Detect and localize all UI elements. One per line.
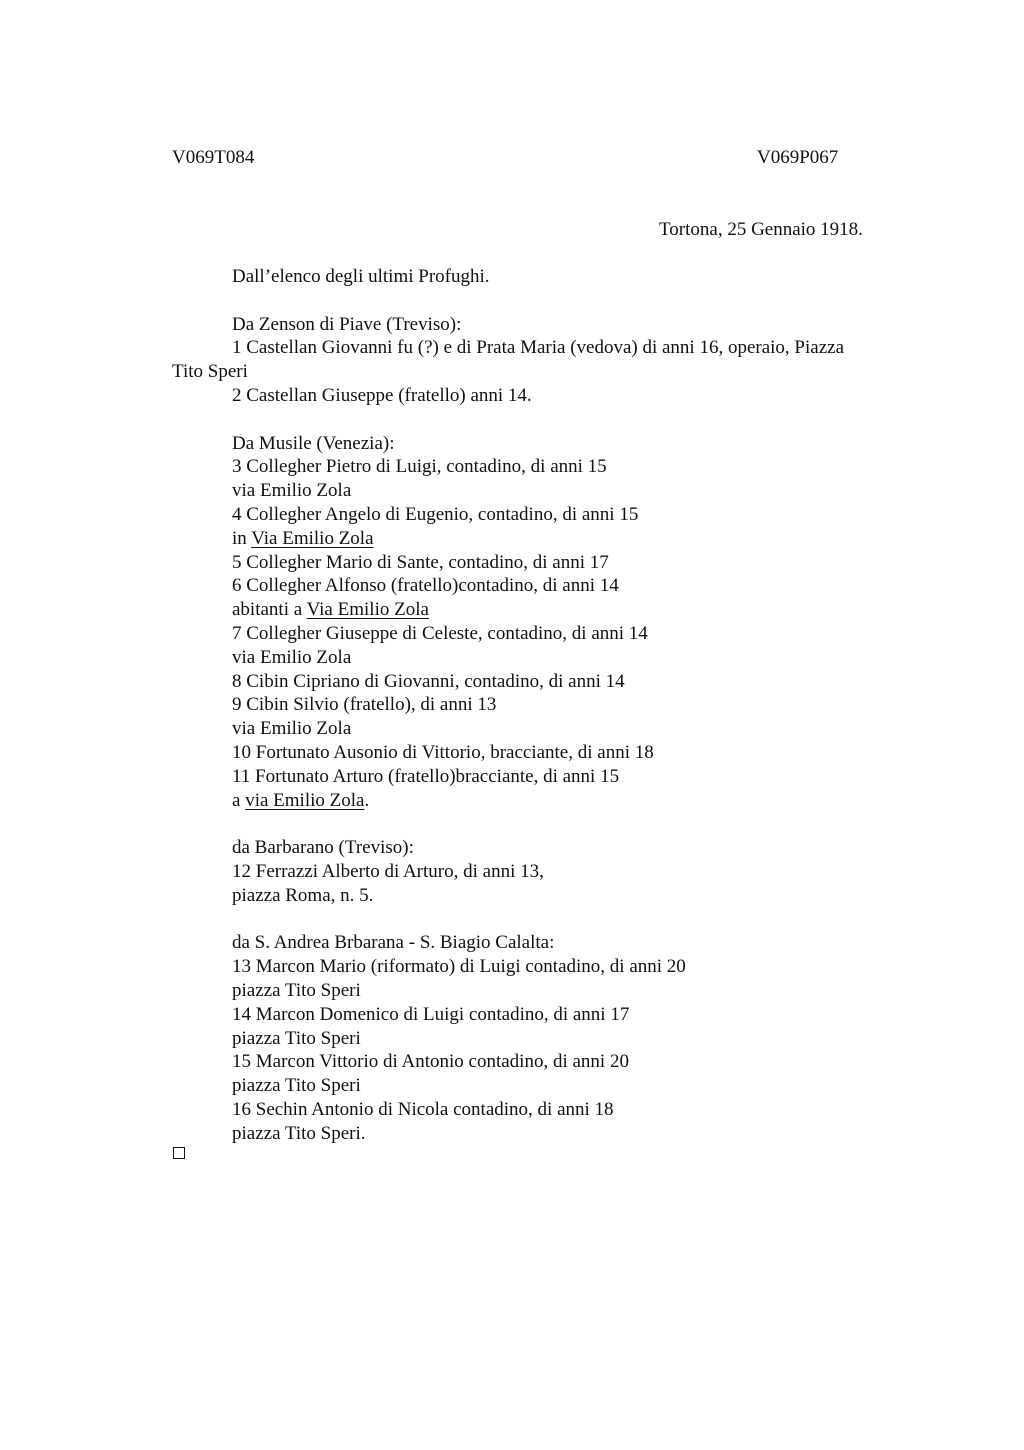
address-line: piazza Tito Speri. — [232, 1122, 366, 1144]
section-heading-musile: Da Musile (Venezia): — [232, 432, 395, 454]
document-code-left: V069T084 — [172, 147, 255, 168]
list-item: 11 Fortunato Arturo (fratello)bracciante, di anni 15 — [232, 765, 620, 787]
list-item: 12 Ferrazzi Alberto di Arturo, di anni 13, — [232, 860, 544, 882]
list-item: 15 Marcon Vittorio di Antonio contadino, di anni 20 — [232, 1051, 629, 1073]
list-item: 16 Sechin Antonio di Nicola contadino, di anni 18 — [232, 1098, 614, 1120]
underlined-address: via Emilio Zola — [245, 789, 365, 811]
letter-body — [172, 265, 932, 1145]
address-prefix: a — [232, 789, 246, 811]
address-prefix: abitanti a — [232, 599, 307, 621]
address-line — [232, 527, 932, 551]
section-heading-zenson: Da Zenson di Piave (Treviso): — [232, 313, 462, 335]
address-line: via Emilio Zola — [232, 718, 352, 740]
section-heading-barbarano: da Barbarano (Treviso): — [232, 837, 414, 859]
address-line: via Emilio Zola — [232, 480, 352, 502]
address-line: piazza Tito Speri — [232, 979, 361, 1001]
list-item: 8 Cibin Cipriano di Giovanni, contadino, di anni 14 — [232, 670, 625, 692]
underlined-address: Via Emilio Zola — [251, 527, 374, 549]
address-line — [232, 598, 932, 622]
list-item: 9 Cibin Silvio (fratello), di anni 13 — [232, 694, 497, 716]
intro-line: Dall’elenco degli ultimi Profughi. — [232, 266, 490, 287]
list-item: 3 Collegher Pietro di Luigi, contadino, di anni 15 — [232, 456, 607, 478]
list-item: 7 Collegher Giuseppe di Celeste, contadino, di anni 14 — [232, 622, 648, 644]
address-line — [232, 789, 932, 813]
address-suffix: . — [364, 789, 370, 811]
list-item: 13 Marcon Mario (riformato) di Luigi contadino, di anni 20 — [232, 956, 686, 978]
section-heading-s-andrea: da S. Andrea Brbarana - S. Biagio Calalta: — [232, 932, 555, 954]
address-line: via Emilio Zola — [232, 646, 352, 668]
address-line: piazza Tito Speri — [232, 1027, 361, 1049]
list-item: 1 Castellan Giovanni fu (?) e di Prata Maria (vedova) di anni 16, operaio, Piazza — [232, 337, 845, 359]
list-item-continuation: Tito Speri — [172, 361, 248, 383]
document-code-right: V069P067 — [757, 147, 839, 168]
checkbox-square-icon — [173, 1147, 185, 1159]
list-item: 6 Collegher Alfonso (fratello)contadino, di anni 14 — [232, 575, 619, 597]
list-item: 10 Fortunato Ausonio di Vittorio, bracciante, di anni 18 — [232, 741, 654, 763]
letter-date: Tortona, 25 Gennaio 1918. — [659, 219, 863, 240]
underlined-address: Via Emilio Zola — [306, 599, 429, 621]
address-line: piazza Roma, n. 5. — [232, 884, 374, 906]
address-prefix: in — [232, 527, 252, 549]
list-item: 2 Castellan Giuseppe (fratello) anni 14. — [232, 384, 532, 406]
list-item: 14 Marcon Domenico di Luigi contadino, di anni 17 — [232, 1003, 630, 1025]
list-item: 4 Collegher Angelo di Eugenio, contadino, di anni 15 — [232, 503, 639, 525]
address-line: piazza Tito Speri — [232, 1075, 361, 1097]
list-item: 5 Collegher Mario di Sante, contadino, di anni 17 — [232, 551, 609, 573]
